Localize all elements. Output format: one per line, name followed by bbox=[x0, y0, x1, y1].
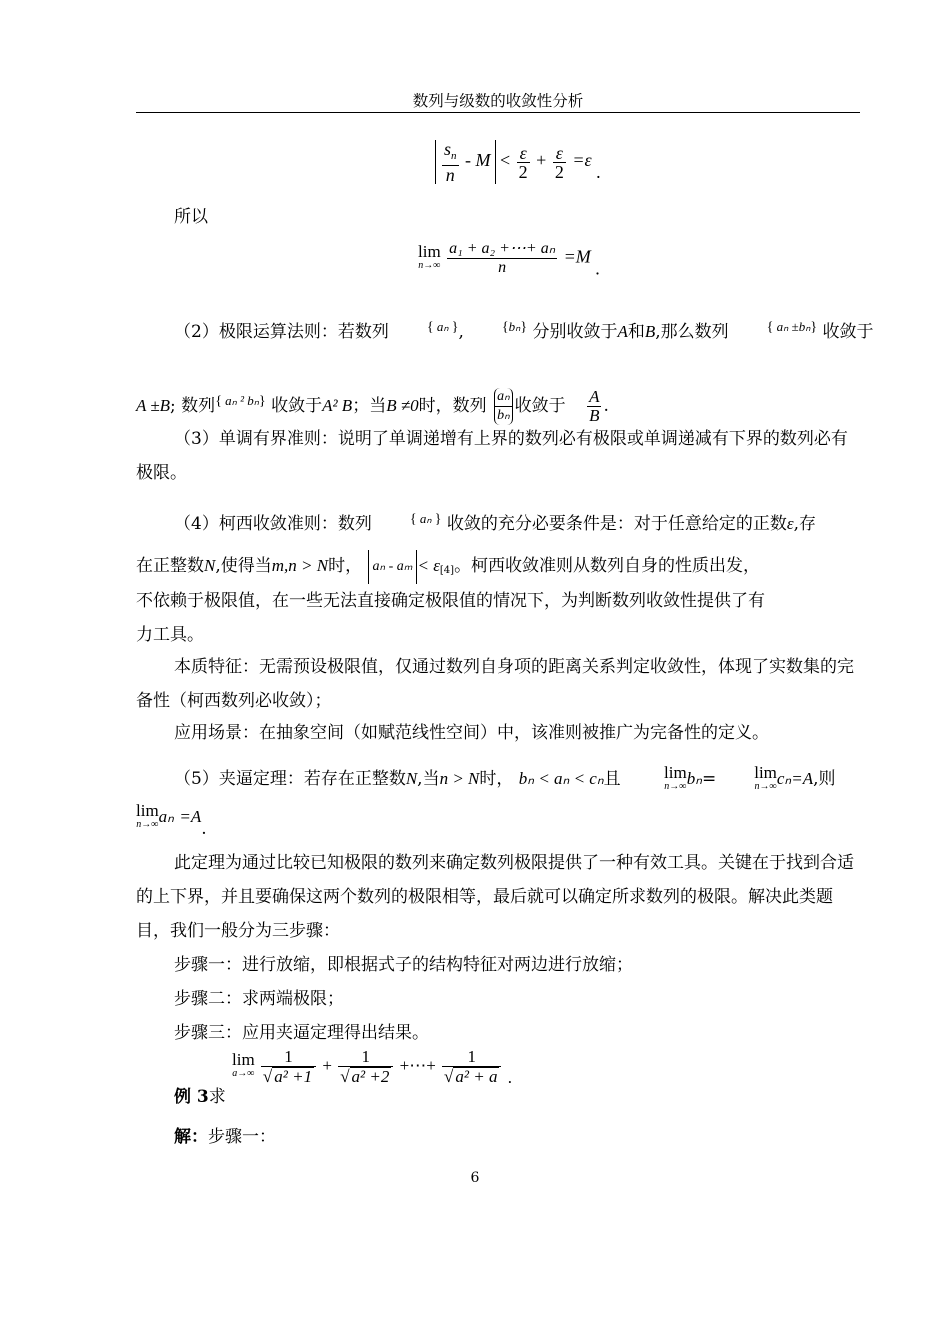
step-3: 步骤三：应用夹逼定理得出结果。 bbox=[174, 1023, 429, 1043]
limit-operation-rule-line1: （2）极限运算法则：若数列 { aₙ }, {bₙ} 分别收敛于A和B,那么数列 { aₙ ±bₙ} 收敛于 bbox=[174, 319, 874, 342]
step-2: 步骤二：求两端极限； bbox=[174, 989, 344, 1009]
cauchy-criterion-line3: 不依赖于极限值，在一些无法直接确定极限值的情况下，为判断数列收敛性提供了有 bbox=[136, 591, 765, 611]
solution-start: 解：步骤一： bbox=[174, 1127, 276, 1147]
header-title: 数列与级数的收敛性分析 bbox=[412, 92, 584, 110]
text-suoyi: 所以 bbox=[174, 207, 208, 227]
page-number: 6 bbox=[470, 1170, 480, 1186]
application-scenario: 应用场景：在抽象空间（如赋范线性空间）中，该准则被推广为完备性的定义。 bbox=[174, 723, 769, 743]
example-3-label: 例 3求 bbox=[174, 1087, 226, 1107]
step-1: 步骤一：进行放缩，即根据式子的结构特征对两边进行放缩； bbox=[174, 955, 633, 975]
limit-operation-rule-line2: A ±B; 数列{ aₙ ² bₙ} 收敛于A² B；当B ≠0时，数列 $\frac{\text{aₙ}}{\text{bₙ}}$ 收敛于 $\frac{A}{B}$ . bbox=[136, 387, 609, 425]
monotone-bounded-rule: （3）单调有界准则：说明了单调递增有上界的数列必有极限或单调递减有下界的数列必有极限。 bbox=[136, 429, 848, 483]
cauchy-criterion-line1: （4）柯西收敛准则：数列 { aₙ } 收敛的充分必要条件是：对于任意给定的正数ε,存 bbox=[174, 511, 816, 534]
equation-average-bound: $\frac{s_n}{n}$ - M < $\frac{\varepsilon}{2}$ + $\frac{\varepsilon}{2}$ =ε . bbox=[435, 140, 601, 184]
squeeze-theorem-line2: lim n→∞ aₙ =A. bbox=[136, 800, 207, 839]
equation-limit-average: lim n→∞ $\frac{\text{a₁ + a₂ +⋯+ aₙ}}{n}$ =M . bbox=[418, 240, 600, 279]
essential-feature: 本质特征：无需预设极限值，仅通过数列自身项的距离关系判定收敛性，体现了实数集的完备性（柯西数列必收敛）； bbox=[136, 657, 854, 711]
page-header bbox=[136, 90, 860, 113]
cauchy-criterion-line2: 在正整数N,使得当m,n > N时， aₙ - aₘ < ε[4]。柯西收敛准则从数列自身的性质出发， bbox=[136, 549, 860, 583]
example-3-expression: lim a→∞ $\frac{1}{\text{√ a² +1}}$ + $\frac{1}{\text{√ a² +2}}$ +⋯+ $\frac{1}{\text{√ a² + a}}$ . bbox=[232, 1047, 512, 1087]
cauchy-criterion-line4: 力工具。 bbox=[136, 625, 204, 645]
squeeze-theorem-line1: （5）夹逼定理：若存在正整数N,当n > N时， bₙ < aₙ < cₙ且 lim n→∞ bₙ= lim n→∞ cₙ=A,则 bbox=[174, 762, 836, 792]
squeeze-theorem-explanation: 此定理为通过比较已知极限的数列来确定数列极限提供了一种有效工具。关键在于找到合适的上下界，并且要确保这两个数列的极限相等，最后就可以确定所求数列的极限。解决此类题目，我们一般分为三步骤： bbox=[136, 853, 854, 941]
